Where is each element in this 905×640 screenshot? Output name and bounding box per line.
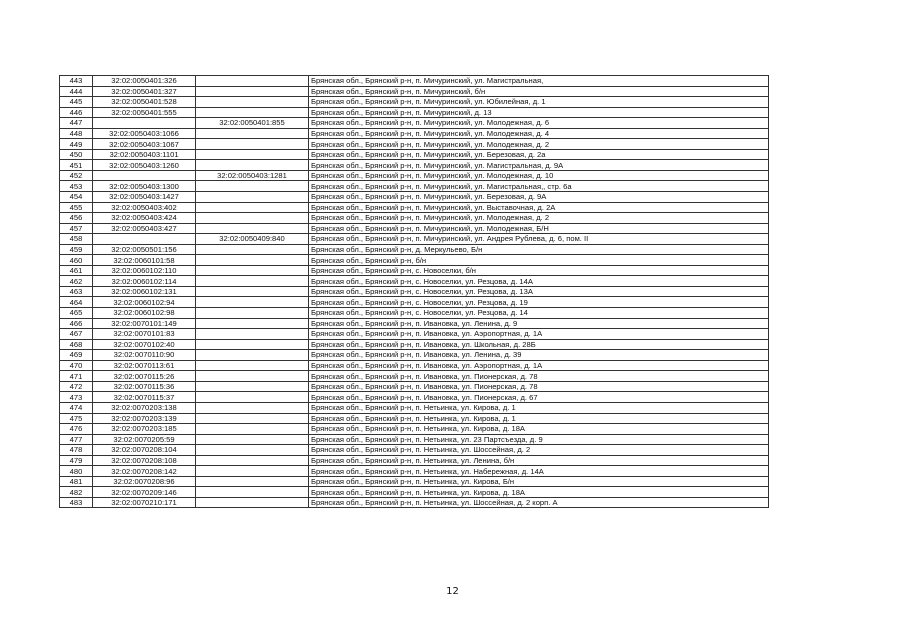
page-number: 12 (446, 586, 459, 597)
cadastral-number-cell (93, 118, 196, 129)
cadastral-number-alt-cell (196, 181, 309, 192)
table-row (60, 424, 769, 435)
cadastral-number-cell: 32:02:0070208:108 (93, 455, 196, 466)
row-number-cell: 455 (60, 202, 93, 213)
address-cell: Брянская обл., Брянский р-н, п. Ивановка, ул. Ленина, д. 39 (309, 350, 769, 361)
cadastral-number-alt-cell (196, 265, 309, 276)
table-row (60, 181, 769, 192)
row-number-cell: 456 (60, 213, 93, 224)
row-number-cell: 448 (60, 128, 93, 139)
address-cell: Брянская обл., Брянский р-н, п. Мичуринский, ул. Молодежная, д. 2 (309, 139, 769, 150)
cadastral-number-cell (93, 234, 196, 245)
row-number-cell: 475 (60, 413, 93, 424)
address-cell: Брянская обл., Брянский р-н, п. Нетьинка, ул. Шоссейная, д. 2 корп. А (309, 497, 769, 508)
address-cell: Брянская обл., Брянский р-н, п. Нетьинка, ул. Кирова, д. 18А (309, 487, 769, 498)
cadastral-table-body (60, 76, 769, 508)
table-row (60, 76, 769, 87)
address-cell: Брянская обл., Брянский р-н, п. Нетьинка, ул. Кирова, д. 1 (309, 413, 769, 424)
cadastral-number-cell: 32:02:0050403:1101 (93, 149, 196, 160)
row-number-cell: 451 (60, 160, 93, 171)
cadastral-number-alt-cell (196, 413, 309, 424)
cadastral-number-alt-cell (196, 402, 309, 413)
cadastral-number-cell: 32:02:0050501:156 (93, 244, 196, 255)
row-number-cell: 472 (60, 381, 93, 392)
row-number-cell: 443 (60, 76, 93, 87)
cadastral-number-alt-cell (196, 297, 309, 308)
cadastral-number-alt-cell (196, 445, 309, 456)
table-row (60, 329, 769, 340)
address-cell: Брянская обл., Брянский р-н, п. Мичуринский, б/н (309, 86, 769, 97)
cadastral-number-cell: 32:02:0070208:142 (93, 466, 196, 477)
cadastral-number-alt-cell (196, 318, 309, 329)
table-row (60, 445, 769, 456)
row-number-cell: 465 (60, 308, 93, 319)
cadastral-number-cell: 32:02:0050401:326 (93, 76, 196, 87)
cadastral-number-alt-cell (196, 434, 309, 445)
row-number-cell: 474 (60, 402, 93, 413)
cadastral-number-alt-cell: 32:02:0050401:855 (196, 118, 309, 129)
address-cell: Брянская обл., Брянский р-н, с. Новоселки, ул. Резцова, д. 13А (309, 286, 769, 297)
cadastral-number-cell: 32:02:0050403:427 (93, 223, 196, 234)
cadastral-number-alt-cell (196, 244, 309, 255)
address-cell: Брянская обл., Брянский р-н, п. Нетьинка, ул. 23 Партсъезда, д. 9 (309, 434, 769, 445)
cadastral-number-cell: 32:02:0050403:424 (93, 213, 196, 224)
row-number-cell: 454 (60, 192, 93, 203)
row-number-cell: 471 (60, 371, 93, 382)
cadastral-number-cell: 32:02:0050403:1427 (93, 192, 196, 203)
address-cell: Брянская обл., Брянский р-н, п. Нетьинка, ул. Кирова, д. 18А (309, 424, 769, 435)
row-number-cell: 457 (60, 223, 93, 234)
address-cell: Брянская обл., Брянский р-н, п. Ивановка, ул. Ленина, д. 9 (309, 318, 769, 329)
cadastral-number-alt-cell (196, 160, 309, 171)
cadastral-number-cell: 32:02:0070203:185 (93, 424, 196, 435)
row-number-cell: 477 (60, 434, 93, 445)
row-number-cell: 449 (60, 139, 93, 150)
table-row (60, 476, 769, 487)
cadastral-number-alt-cell (196, 286, 309, 297)
row-number-cell: 462 (60, 276, 93, 287)
table-row (60, 97, 769, 108)
table-row (60, 192, 769, 203)
cadastral-number-alt-cell (196, 97, 309, 108)
table-row (60, 434, 769, 445)
cadastral-number-cell: 32:02:0060102:114 (93, 276, 196, 287)
address-cell: Брянская обл., Брянский р-н, п. Ивановка, ул. Пионерская, д. 67 (309, 392, 769, 403)
cadastral-number-cell: 32:02:0070208:104 (93, 445, 196, 456)
cadastral-number-cell: 32:02:0070101:149 (93, 318, 196, 329)
cadastral-number-alt-cell (196, 476, 309, 487)
row-number-cell: 479 (60, 455, 93, 466)
cadastral-number-alt-cell (196, 350, 309, 361)
address-cell: Брянская обл., Брянский р-н, п. Ивановка, ул. Школьная, д. 28Б (309, 339, 769, 350)
table-row (60, 276, 769, 287)
cadastral-number-alt-cell (196, 339, 309, 350)
table-row (60, 160, 769, 171)
address-cell: Брянская обл., Брянский р-н, п. Мичуринский, ул. Юбилейная, д. 1 (309, 97, 769, 108)
cadastral-number-alt-cell (196, 255, 309, 266)
row-number-cell: 444 (60, 86, 93, 97)
cadastral-number-alt-cell (196, 276, 309, 287)
row-number-cell: 469 (60, 350, 93, 361)
row-number-cell: 461 (60, 265, 93, 276)
address-cell: Брянская обл., Брянский р-н, п. Нетьинка, ул. Набережная, д. 14А (309, 466, 769, 477)
row-number-cell: 470 (60, 360, 93, 371)
table-row (60, 244, 769, 255)
address-cell: Брянская обл., Брянский р-н, п. Мичуринский, ул. Молодежная, д. 2 (309, 213, 769, 224)
address-cell: Брянская обл., Брянский р-н, п. Ивановка, ул. Пионерская, д. 78 (309, 371, 769, 382)
row-number-cell: 480 (60, 466, 93, 477)
row-number-cell: 466 (60, 318, 93, 329)
address-cell: Брянская обл., Брянский р-н, п. Ивановка, ул. Аэропортная, д. 1А (309, 360, 769, 371)
cadastral-number-alt-cell: 32:02:0050403:1281 (196, 170, 309, 181)
row-number-cell: 481 (60, 476, 93, 487)
table-row (60, 297, 769, 308)
row-number-cell: 473 (60, 392, 93, 403)
table-row (60, 339, 769, 350)
row-number-cell: 483 (60, 497, 93, 508)
cadastral-number-cell: 32:02:0070203:138 (93, 402, 196, 413)
row-number-cell: 446 (60, 107, 93, 118)
address-cell: Брянская обл., Брянский р-н, с. Новоселки, ул. Резцова, д. 14 (309, 308, 769, 319)
table-row (60, 318, 769, 329)
table-row (60, 234, 769, 245)
cadastral-number-cell: 32:02:0050403:1300 (93, 181, 196, 192)
row-number-cell: 478 (60, 445, 93, 456)
table-row (60, 118, 769, 129)
address-cell: Брянская обл., Брянский р-н, д. Меркульево, Б/н (309, 244, 769, 255)
table-row (60, 455, 769, 466)
table-row (60, 402, 769, 413)
cadastral-number-cell: 32:02:0060102:110 (93, 265, 196, 276)
cadastral-number-alt-cell (196, 128, 309, 139)
table-row (60, 413, 769, 424)
cadastral-number-cell: 32:02:0050403:1260 (93, 160, 196, 171)
address-cell: Брянская обл., Брянский р-н, с. Новоселки, ул. Резцова, д. 19 (309, 297, 769, 308)
row-number-cell: 445 (60, 97, 93, 108)
row-number-cell: 450 (60, 149, 93, 160)
cadastral-number-cell: 32:02:0070113:61 (93, 360, 196, 371)
cadastral-number-cell: 32:02:0070101:83 (93, 329, 196, 340)
table-row (60, 107, 769, 118)
address-cell: Брянская обл., Брянский р-н, п. Мичуринский, ул. Молодежная, д. 6 (309, 118, 769, 129)
cadastral-number-cell: 32:02:0070102:40 (93, 339, 196, 350)
cadastral-number-cell: 32:02:0070115:26 (93, 371, 196, 382)
table-row (60, 497, 769, 508)
table-row (60, 86, 769, 97)
cadastral-number-alt-cell (196, 202, 309, 213)
row-number-cell: 459 (60, 244, 93, 255)
address-cell: Брянская обл., Брянский р-н, п. Ивановка, ул. Пионерская, д. 78 (309, 381, 769, 392)
cadastral-number-alt-cell (196, 371, 309, 382)
cadastral-number-cell (93, 170, 196, 181)
table-row (60, 255, 769, 266)
cadastral-number-alt-cell (196, 497, 309, 508)
cadastral-number-alt-cell (196, 392, 309, 403)
row-number-cell: 482 (60, 487, 93, 498)
address-cell: Брянская обл., Брянский р-н, п. Мичуринский, ул. Магистральная,, стр. 6а (309, 181, 769, 192)
address-cell: Брянская обл., Брянский р-н, п. Мичуринский, ул. Андрея Рублева, д. 6, пом. II (309, 234, 769, 245)
table-row (60, 213, 769, 224)
address-cell: Брянская обл., Брянский р-н, п. Мичуринский, ул. Молодежная, д. 10 (309, 170, 769, 181)
row-number-cell: 458 (60, 234, 93, 245)
address-cell: Брянская обл., Брянский р-н, п. Мичуринский, ул. Магистральная, (309, 76, 769, 87)
cadastral-number-alt-cell (196, 149, 309, 160)
table-row (60, 223, 769, 234)
address-cell: Брянская обл., Брянский р-н, п. Нетьинка, ул. Шоссейная, д. 2 (309, 445, 769, 456)
table-row (60, 381, 769, 392)
cadastral-number-cell: 32:02:0060102:94 (93, 297, 196, 308)
address-cell: Брянская обл., Брянский р-н, п. Мичуринский, ул. Молодежная, д. 4 (309, 128, 769, 139)
table-row (60, 286, 769, 297)
cadastral-number-alt-cell (196, 424, 309, 435)
table-row (60, 265, 769, 276)
row-number-cell: 464 (60, 297, 93, 308)
address-cell: Брянская обл., Брянский р-н, п. Мичуринский, ул. Магистральная, д. 9А (309, 160, 769, 171)
cadastral-number-alt-cell (196, 139, 309, 150)
cadastral-number-alt-cell (196, 455, 309, 466)
table-row (60, 308, 769, 319)
cadastral-number-cell: 32:02:0070110:90 (93, 350, 196, 361)
address-cell: Брянская обл., Брянский р-н, п. Мичуринский, д. 13 (309, 107, 769, 118)
cadastral-number-cell: 32:02:0070208:96 (93, 476, 196, 487)
address-cell: Брянская обл., Брянский р-н, п. Мичуринский, ул. Березовая, д. 2а (309, 149, 769, 160)
cadastral-number-cell: 32:02:0060102:131 (93, 286, 196, 297)
row-number-cell: 460 (60, 255, 93, 266)
cadastral-number-alt-cell (196, 223, 309, 234)
cadastral-number-cell: 32:02:0060102:98 (93, 308, 196, 319)
table-row (60, 392, 769, 403)
cadastral-number-alt-cell (196, 76, 309, 87)
cadastral-number-cell: 32:02:0060101:58 (93, 255, 196, 266)
cadastral-number-alt-cell (196, 329, 309, 340)
table-row (60, 360, 769, 371)
row-number-cell: 452 (60, 170, 93, 181)
cadastral-number-alt-cell: 32:02:0050409:840 (196, 234, 309, 245)
address-cell: Брянская обл., Брянский р-н, с. Новоселки, б/н (309, 265, 769, 276)
cadastral-number-alt-cell (196, 213, 309, 224)
row-number-cell: 463 (60, 286, 93, 297)
cadastral-number-cell: 32:02:0050403:1066 (93, 128, 196, 139)
address-cell: Брянская обл., Брянский р-н, п. Ивановка, ул. Аэропортная, д. 1А (309, 329, 769, 340)
table-row (60, 128, 769, 139)
cadastral-number-cell: 32:02:0050403:1067 (93, 139, 196, 150)
table-row (60, 202, 769, 213)
address-cell: Брянская обл., Брянский р-н, п. Нетьинка, ул. Ленина, б/н (309, 455, 769, 466)
cadastral-number-cell: 32:02:0070205:59 (93, 434, 196, 445)
address-cell: Брянская обл., Брянский р-н, п. Мичуринский, ул. Выставочная, д. 2А (309, 202, 769, 213)
cadastral-table (59, 75, 769, 508)
cadastral-number-alt-cell (196, 107, 309, 118)
address-cell: Брянская обл., Брянский р-н, п. Нетьинка, ул. Кирова, Б/н (309, 476, 769, 487)
address-cell: Брянская обл., Брянский р-н, п. Мичуринский, ул. Молодежная, Б/Н (309, 223, 769, 234)
cadastral-number-cell: 32:02:0070203:139 (93, 413, 196, 424)
cadastral-number-alt-cell (196, 308, 309, 319)
cadastral-number-cell: 32:02:0070210:171 (93, 497, 196, 508)
row-number-cell: 467 (60, 329, 93, 340)
row-number-cell: 468 (60, 339, 93, 350)
address-cell: Брянская обл., Брянский р-н, п. Мичуринский, ул. Березовая, д. 9А (309, 192, 769, 203)
cadastral-number-cell: 32:02:0070209:146 (93, 487, 196, 498)
cadastral-number-alt-cell (196, 86, 309, 97)
address-cell: Брянская обл., Брянский р-н, п. Нетьинка, ул. Кирова, д. 1 (309, 402, 769, 413)
table-row (60, 350, 769, 361)
row-number-cell: 447 (60, 118, 93, 129)
cadastral-number-cell: 32:02:0050401:555 (93, 107, 196, 118)
cadastral-number-alt-cell (196, 381, 309, 392)
row-number-cell: 476 (60, 424, 93, 435)
address-cell: Брянская обл., Брянский р-н, с. Новоселки, ул. Резцова, д. 14А (309, 276, 769, 287)
cadastral-number-alt-cell (196, 487, 309, 498)
table-row (60, 149, 769, 160)
cadastral-number-cell: 32:02:0050401:327 (93, 86, 196, 97)
address-cell: Брянская обл., Брянский р-н, б/н (309, 255, 769, 266)
table-row (60, 371, 769, 382)
table-row (60, 466, 769, 477)
table-row (60, 487, 769, 498)
cadastral-number-cell: 32:02:0070115:37 (93, 392, 196, 403)
cadastral-number-alt-cell (196, 466, 309, 477)
table-row (60, 170, 769, 181)
cadastral-number-cell: 32:02:0070115:36 (93, 381, 196, 392)
cadastral-number-alt-cell (196, 360, 309, 371)
cadastral-number-alt-cell (196, 192, 309, 203)
cadastral-number-cell: 32:02:0050401:528 (93, 97, 196, 108)
table-row (60, 139, 769, 150)
row-number-cell: 453 (60, 181, 93, 192)
cadastral-number-cell: 32:02:0050403:402 (93, 202, 196, 213)
